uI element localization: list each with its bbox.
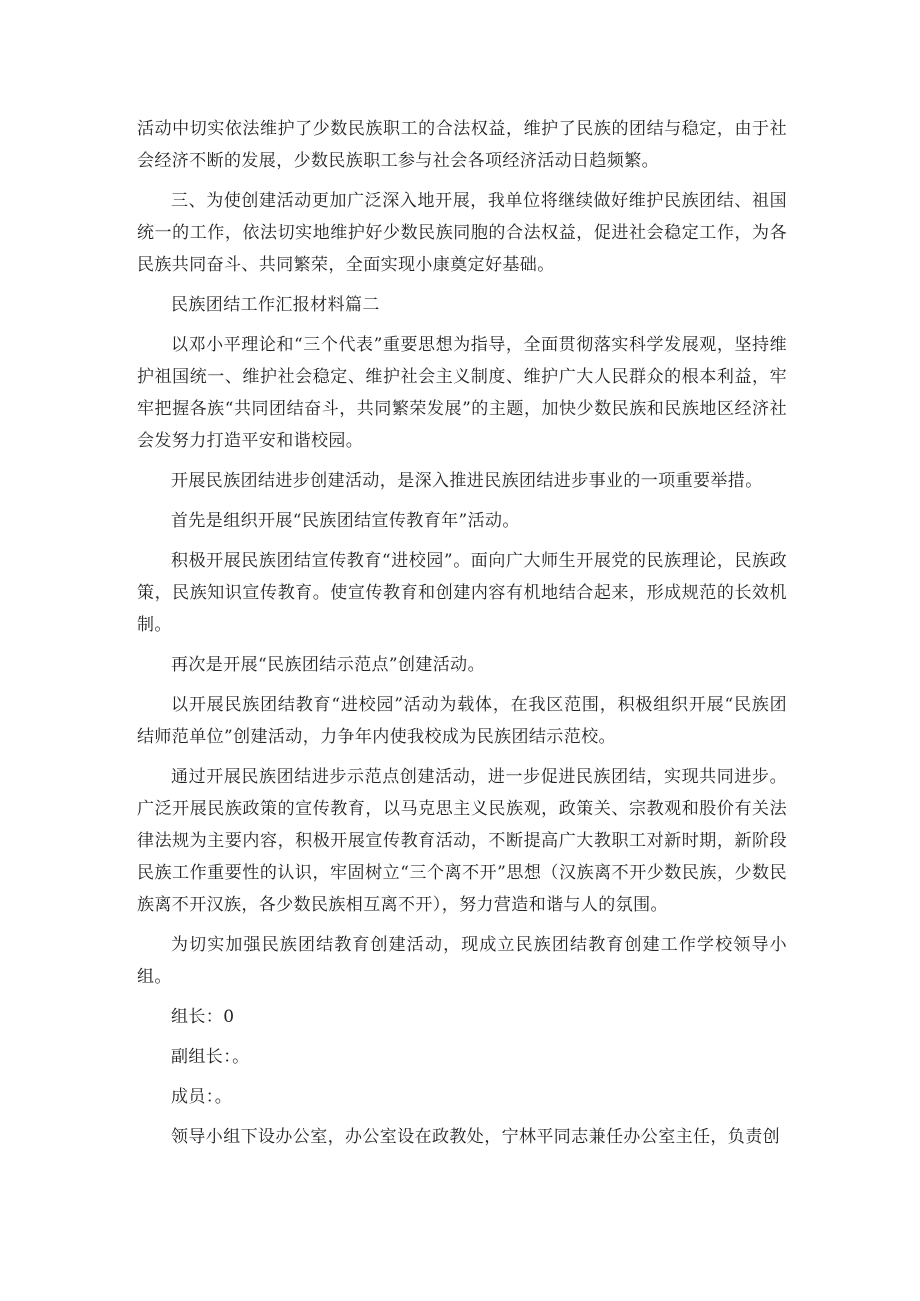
paragraph-6: 积极开展民族团结宣传教育“进校园”。面向广大师生开展党的民族理论，民族政策，民族知识宣传教育。使宣传教育和创建内容有机地结合起来，形成规范的长效机制。	[137, 551, 787, 635]
paragraph-4: 开展民族团结进步创建活动，是深入推进民族团结进步事业的一项重要举措。	[171, 471, 763, 491]
paragraph-7: 再次是开展“民族团结示范点”创建活动。	[171, 655, 485, 675]
paragraph-1: 活动中切实依法维护了少数民族职工的合法权益，维护了民族的团结与稳定，由于社会经济不断的发展，少数民族职工参与社会各项经济活动日趋频繁。	[137, 119, 787, 171]
paragraph-8: 以开展民族团结教育“进校园”活动为载体，在我区范围，积极组织开展“民族团结师范单位”创建活动，力争年内使我校成为民族团结示范校。	[137, 695, 787, 747]
deputy-leader-line: 副组长：。	[171, 1047, 250, 1067]
paragraph-2: 三、为使创建活动更加广泛深入地开展，我单位将继续做好维护民族团结、祖国统一的工作，依法切实地维护好少数民族同胞的合法权益，促进社会稳定工作，为各民族共同奋斗、共同繁荣，全面实现小康奠定好基础。	[137, 191, 787, 275]
section-title: 民族团结工作汇报材料篇二	[171, 295, 380, 315]
paragraph-11: 领导小组下设办公室，办公室设在政教处，宁林平同志兼任办公室主任，负责创	[171, 1127, 780, 1147]
members-line: 成员：。	[171, 1087, 233, 1107]
paragraph-5: 首先是组织开展“民族团结宣传教育年”活动。	[171, 511, 520, 531]
leader-line: 组长：0	[171, 1007, 235, 1027]
paragraph-9: 通过开展民族团结进步示范点创建活动，进一步促进民族团结，实现共同进步。广泛开展民族政策的宣传教育，以马克思主义民族观，政策关、宗教观和股价有关法律法规为主要内容，积极开展宣传教育活动，不断提高广大教职工对新时期，新阶段民族工作重要性的认识，牢固树立“三个离不开”思想（汉族离不开少数民族，少数民族离不开汉族，各少数民族相互离不开），努力营造和谐与人的氛围。	[137, 767, 787, 915]
paragraph-3: 以邓小平理论和“三个代表”重要思想为指导，全面贯彻落实科学发展观，坚持维护祖国统一、维护社会稳定、维护社会主义制度、维护广大人民群众的根本利益，牢牢把握各族“共同团结奋斗，共同繁荣发展”的主题，加快少数民族和民族地区经济社会发努力打造平安和谐校园。	[137, 335, 787, 451]
document-body	[137, 113, 787, 1161]
paragraph-10: 为切实加强民族团结教育创建活动，现成立民族团结教育创建工作学校领导小组。	[137, 935, 787, 987]
